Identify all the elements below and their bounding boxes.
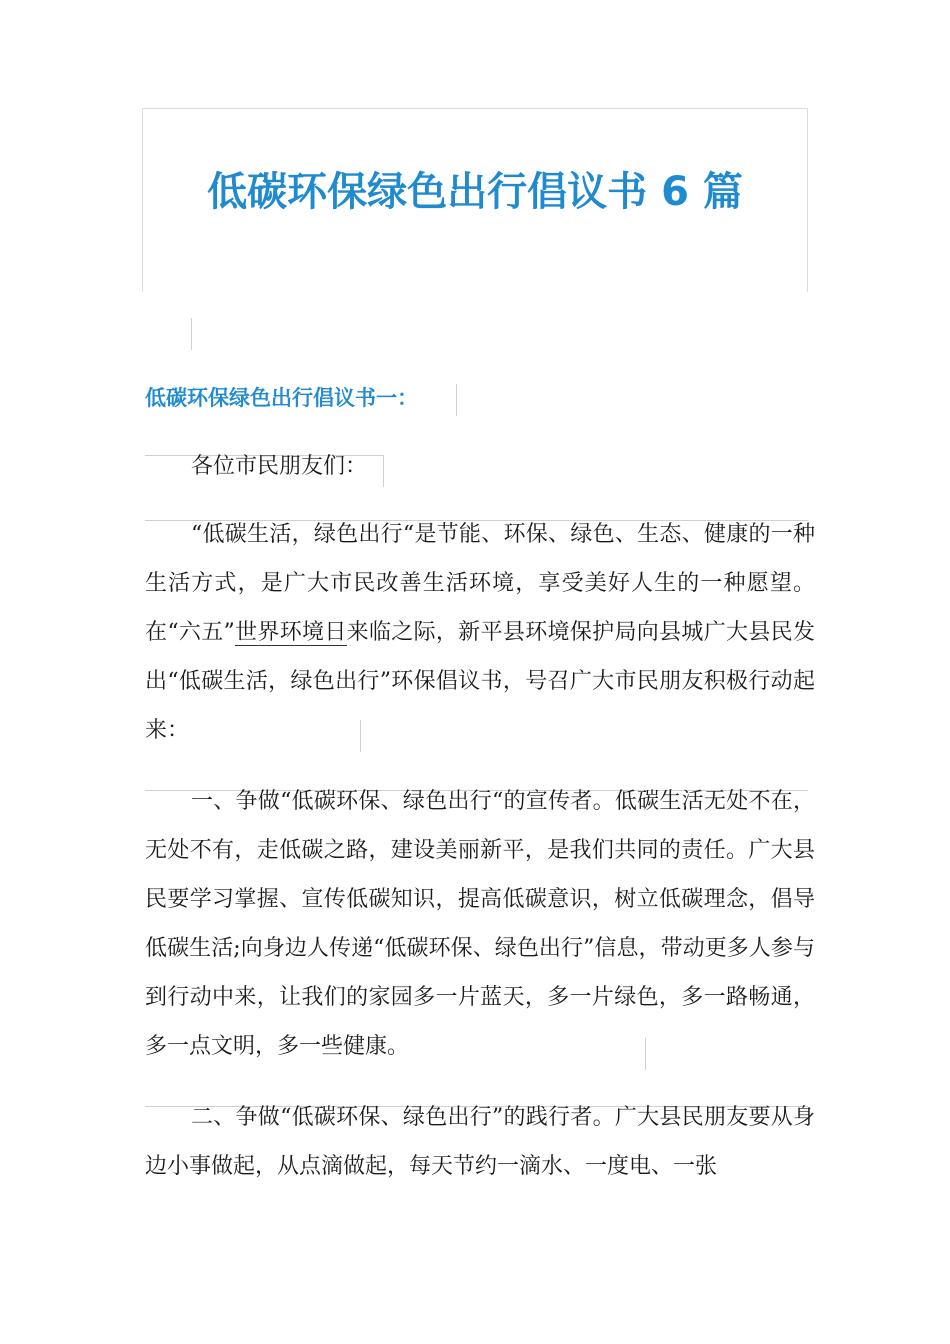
layout-mark <box>456 384 457 416</box>
layout-mark <box>360 720 361 752</box>
paragraph-3: 二、争做“低碳环保、绿色出行”的践行者。广大县民朋友要从身边小事做起，从点滴做起，每天节约一滴水、一度电、一张 <box>145 1105 815 1179</box>
frame-top-line <box>142 108 808 109</box>
section-heading: 低碳环保绿色出行倡议书一： <box>145 386 418 410</box>
paragraph-2: 一、争做“低碳环保、绿色出行“的宣传者。低碳生活无处不在，无处不有，走低碳之路，建设美丽新平，是我们共同的责任。广大县民要学习掌握、宣传低碳知识，提高低碳意识，树立低碳理念，倡导低碳生活;向身边人传递“低碳环保、绿色出行”信息，带动更多人参与到行动中来，让我们的家园多一片蓝天，多一片绿色，多一路畅通，多一点文明，多一些健康。 <box>145 789 815 1059</box>
world-environment-day-link[interactable]: 世界环境日 <box>234 620 347 645</box>
layout-mark <box>191 318 192 350</box>
paragraph-1 <box>145 510 815 755</box>
paragraph-1-text-continued: 来临之际，新平县环境保护局向县城广大县民发出“低碳生活，绿色出行”环保倡议书，号召广大市民朋友积极行动起来： <box>145 620 815 743</box>
paragraph-1-text: “低碳生活，绿色出行“是节能、环保、绿色、生态、健康的一种生活方式，是广大市民改善生活环境，享受美好人生的一种愿望。在“六五” <box>145 522 815 645</box>
greeting: 各位市民朋友们： <box>191 454 368 479</box>
document-title: 低碳环保绿色出行倡议书 6 篇 <box>207 169 743 215</box>
layout-mark <box>645 1038 646 1070</box>
